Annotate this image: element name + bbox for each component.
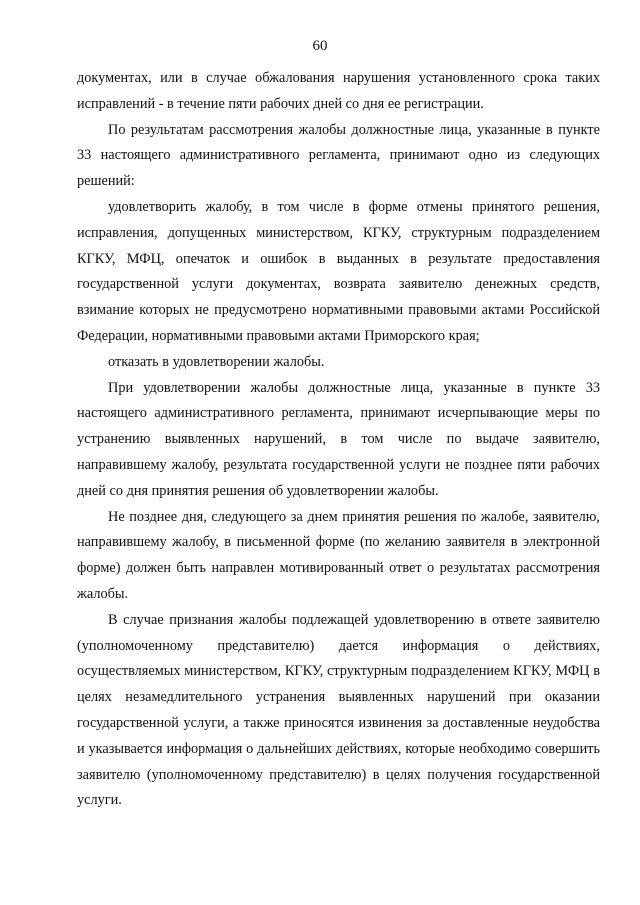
paragraph-continuation: документах, или в случае обжалования нарушения установленного срока таких исправлений - в течение пяти рабочих дней со дня ее регистрации. (77, 70, 600, 112)
page-number: 60 (312, 38, 328, 54)
paragraph-refuse-complaint: отказать в удовлетворении жалобы. (108, 353, 325, 370)
paragraph-response-information: В случае признания жалобы подлежащей удовлетворению в ответе заявителю (уполномоченному представителю) дается информация о действиях, осуществляемых министерством, КГКУ, структурным подразделением КГКУ, МФЦ в целях незамедлительного устранения выявленных нарушений при оказании государственной услуги, а также приносятся извинения за доставленные неудобства и указывается информация о дальнейших действиях, которые необходимо совершить заявителю (уполномоченному представителю) в целях получения государственной услуги. (77, 611, 600, 809)
paragraph-complaint-decisions: По результатам рассмотрения жалобы должностные лица, указанные в пункте 33 настоящего административного регламента, принимают одно из следующих решений: (77, 121, 600, 190)
paragraph-satisfy-complaint: удовлетворить жалобу, в том числе в форме отмены принятого решения, исправления, допущенных министерством, КГКУ, структурным подразделением КГКУ, МФЦ, опечаток и ошибок в выданных в результате предоставления государственной услуги документах, возврата заявителю денежных средств, взимание которых не предусмотрено нормативными правовыми актами Российской Федерации, нормативными правовыми актами Приморского края; (77, 198, 600, 344)
page-body (77, 66, 600, 814)
paragraph-reasoned-response: Не позднее дня, следующего за днем принятия решения по жалобе, заявителю, направившему жалобу, в письменной форме (по желанию заявителя в электронной форме) должен быть направлен мотивированный ответ о результатах рассмотрения жалобы. (77, 508, 600, 602)
paragraph-satisfaction-measures: При удовлетворении жалобы должностные лица, указанные в пункте 33 настоящего административного регламента, принимают исчерпывающие меры по устранению выявленных нарушений, в том числе по выдаче заявителю, направившему жалобу, результата государственной услуги не позднее пяти рабочих дней со дня принятия решения об удовлетворении жалобы. (77, 379, 600, 499)
